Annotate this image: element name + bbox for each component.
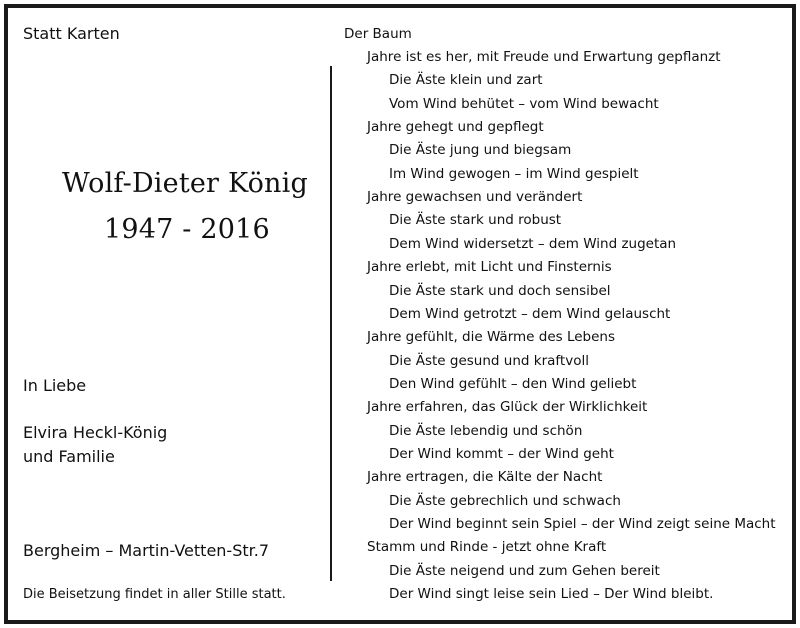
poem-indented-line: Den Wind gefühlt – den Wind geliebt (389, 375, 637, 392)
poem-indented-line: Die Äste gebrechlich und schwach (389, 492, 621, 509)
poem-title: Der Baum (344, 26, 412, 42)
poem-indented-line: Der Wind singt leise sein Lied – Der Wind bleibt. (389, 586, 714, 603)
poem-indented-line: Der Wind kommt – der Wind geht (389, 445, 614, 462)
column-divider (330, 66, 332, 581)
poem-indented-line: Die Äste jung und biegsam (389, 142, 572, 159)
header-statt-karten: Statt Karten (23, 24, 120, 43)
poem-indented-line: Dem Wind getrotzt – dem Wind gelauscht (389, 305, 671, 322)
poem-stanza-line: Jahre erlebt, mit Licht und Finsternis (367, 259, 612, 276)
family-line: und Familie (23, 447, 115, 466)
poem-indented-line: Die Äste stark und doch sensibel (389, 282, 611, 299)
poem-stanza-line: Stamm und Rinde - jetzt ohne Kraft (367, 539, 607, 556)
poem-indented-line: Der Wind beginnt sein Spiel – der Wind zeigt seine Macht (389, 516, 776, 532)
family-name: Elvira Heckl-König (23, 423, 168, 442)
poem-indented-line: Die Äste lebendig und schön (389, 422, 583, 439)
funeral-notice: Die Beisetzung findet in aller Stille statt. (23, 587, 286, 602)
poem-indented-line: Die Äste neigend und zum Gehen bereit (389, 562, 660, 579)
poem-stanza-line: Jahre gehegt und gepflegt (367, 119, 544, 136)
poem-stanza-line: Jahre ertragen, die Kälte der Nacht (367, 469, 603, 486)
poem-indented-line: Die Äste stark und robust (389, 212, 562, 229)
in-liebe-text: In Liebe (23, 376, 87, 395)
poem-indented-line: Die Äste gesund und kraftvoll (389, 352, 589, 369)
poem-indented-line: Dem Wind widersetzt – dem Wind zugetan (389, 235, 677, 252)
poem-indented-line: Im Wind gewogen – im Wind gespielt (389, 165, 639, 182)
life-years: 1947 - 2016 (104, 214, 270, 245)
poem-stanza-line: Jahre erfahren, das Glück der Wirklichkeit (367, 399, 648, 416)
poem-stanza-line: Jahre ist es her, mit Freude und Erwartung gepflanzt (367, 49, 721, 65)
deceased-name: Wolf-Dieter König (62, 168, 308, 199)
poem-indented-line: Vom Wind behütet – vom Wind bewacht (389, 95, 659, 112)
address: Bergheim – Martin-Vetten-Str.7 (23, 541, 269, 560)
poem-indented-line: Die Äste klein und zart (389, 72, 543, 89)
poem-stanza-line: Jahre gewachsen und verändert (367, 189, 583, 206)
poem-stanza-line: Jahre gefühlt, die Wärme des Lebens (367, 329, 616, 346)
